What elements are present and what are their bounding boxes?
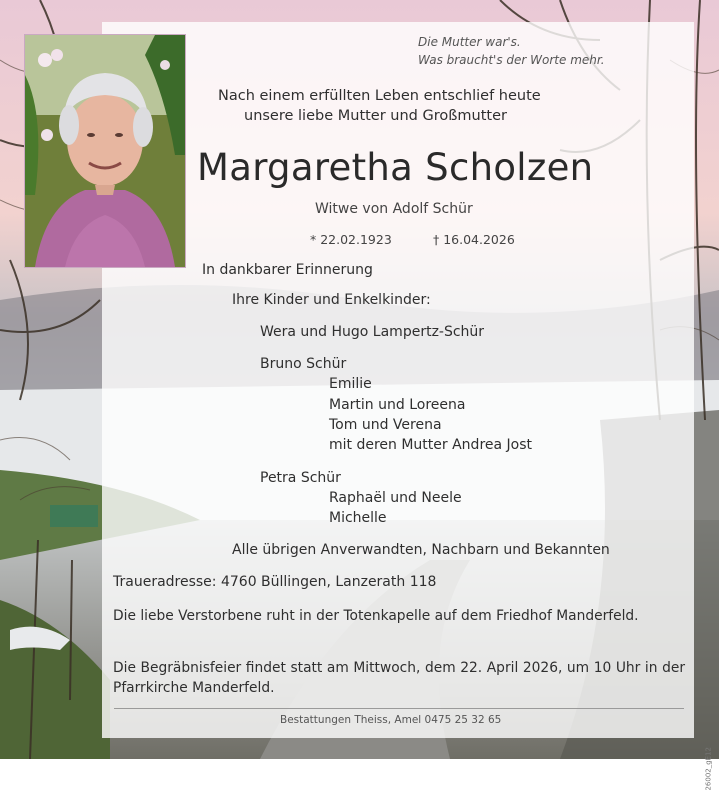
- family-member: Emilie: [329, 376, 372, 392]
- quote-line-2: Was braucht's der Worte mehr.: [418, 53, 605, 67]
- ad-code: 26002_gE12: [705, 747, 713, 791]
- relatives-text: Alle übrigen Anverwandten, Nachbarn und Bekannten: [232, 542, 610, 558]
- children-heading: Ihre Kinder und Enkelkinder:: [232, 292, 431, 308]
- family-member: Bruno Schür: [260, 356, 347, 372]
- death-date: † 16.04.2026: [433, 232, 515, 247]
- family-member: mit deren Mutter Andrea Jost: [329, 437, 533, 453]
- family-member: Michelle: [329, 510, 387, 526]
- intro-line-2: unsere liebe Mutter und Großmutter: [244, 108, 507, 124]
- funeral-notice: Die Begräbnisfeier findet statt am Mittwoch, dem 22. April 2026, um 10 Uhr in der Pfarrkirche Manderfeld.: [113, 660, 685, 696]
- text-panel: [102, 22, 694, 738]
- family-member: Martin und Loreena: [329, 397, 466, 413]
- family-member: Wera und Hugo Lampertz-Schür: [260, 324, 485, 340]
- family-member: Tom und Verena: [329, 417, 442, 433]
- resting-notice: Die liebe Verstorbene ruht in der Totenkapelle auf dem Friedhof Manderfeld.: [113, 608, 639, 624]
- family-member: Petra Schür: [260, 470, 341, 486]
- family-member: Raphaël und Neele: [329, 490, 462, 506]
- quote-line-1: Die Mutter war's.: [418, 35, 521, 49]
- funeral-home: Bestattungen Theiss, Amel 0475 25 32 65: [280, 714, 502, 726]
- remembrance-text: In dankbarer Erinnerung: [202, 262, 373, 278]
- deceased-name: Margaretha Scholzen: [197, 146, 594, 189]
- intro-line-1: Nach einem erfüllten Leben entschlief heute: [218, 88, 541, 104]
- mourning-address: Traueradresse: 4760 Büllingen, Lanzerath 118: [113, 574, 437, 590]
- footer-divider: [114, 708, 684, 709]
- birth-date: * 22.02.1923: [310, 232, 392, 247]
- portrait-photo: [24, 34, 186, 268]
- widow-of: Witwe von Adolf Schür: [315, 201, 473, 217]
